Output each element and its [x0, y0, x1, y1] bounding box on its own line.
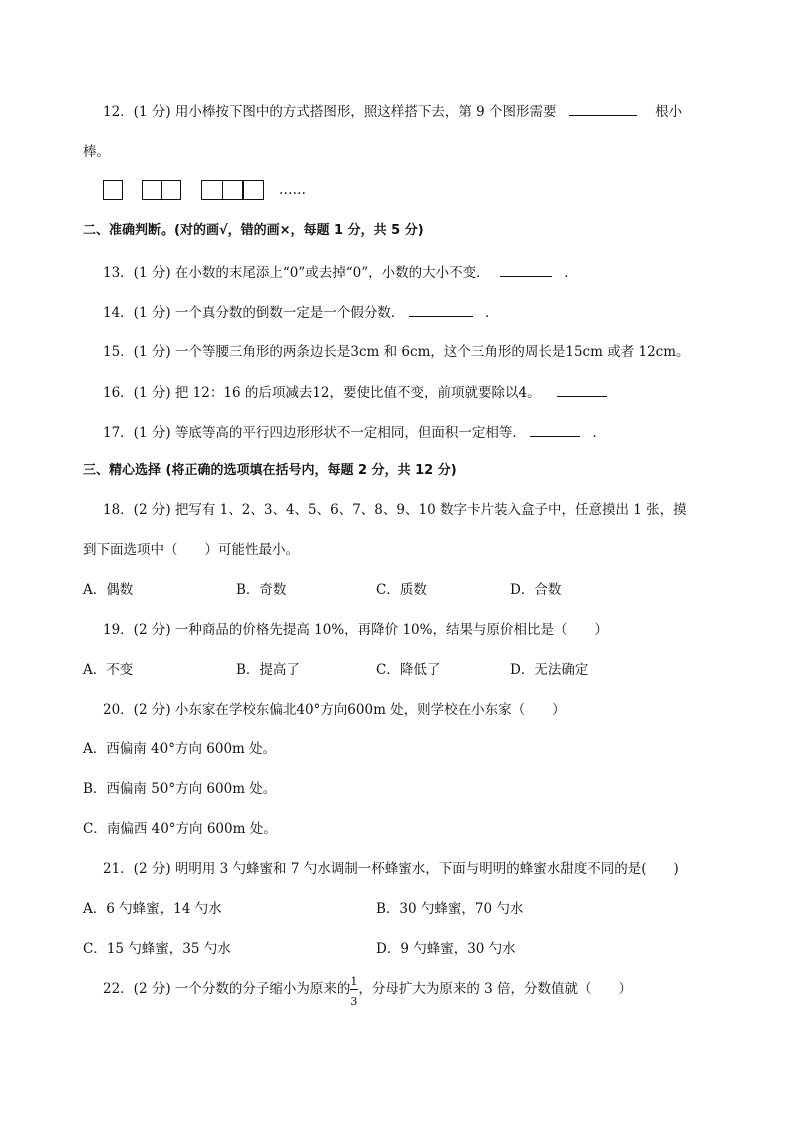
answer-blank-17[interactable]	[530, 422, 580, 437]
question-16: 16．(1 分) 把 12：16 的后项减去12，要使比值不变，前项就要除以4。	[103, 382, 611, 403]
answer-blank-14[interactable]	[409, 302, 473, 317]
square-shape	[222, 180, 244, 200]
figure-1-squares	[103, 180, 123, 200]
option-b[interactable]: B．西偏南 50°方向 600m 处。	[83, 781, 277, 797]
section-3-title: 三、精心选择 (将正确的选项填在括号内，每题 2 分，共 12 分)	[83, 463, 457, 478]
square-shape	[242, 180, 264, 200]
answer-blank-16[interactable]	[557, 382, 607, 397]
option-d[interactable]: D．9 勺蜂蜜，30 勺水	[376, 941, 516, 957]
figure-2-squares	[142, 180, 181, 200]
option-a[interactable]: A．不变	[83, 662, 134, 678]
question-15: 15．(1 分) 一个等腰三角形的两条边长是3cm 和 6cm，这个三角形的周长是15cm 或者 12cm。	[103, 344, 690, 360]
question-18-continuation: 到下面选项中（ ）可能性最小。	[83, 542, 299, 558]
question-22: 22．(2 分) 一个分数的分子缩小为原来的 $\frac{1}{3}$ ，分母扩大为原来的 3 倍，分数值就（ ）	[103, 974, 633, 1008]
option-a[interactable]: A．偶数	[83, 582, 134, 598]
option-a[interactable]: A．西偏南 40°方向 600m 处。	[83, 741, 277, 757]
question-12-text: 12．(1 分) 用小棒按下图中的方式搭图形，照这样搭下去，第 9 个图形需要 根小	[103, 101, 682, 122]
option-c[interactable]: C．降低了	[376, 662, 441, 678]
answer-blank-12[interactable]	[569, 101, 637, 116]
option-b[interactable]: B．提高了	[236, 662, 300, 678]
option-b[interactable]: B．奇数	[236, 582, 287, 598]
option-c[interactable]: C．南偏西 40°方向 600m 处。	[83, 821, 277, 837]
figure-ellipsis: ……	[279, 182, 306, 198]
figure-3-squares	[201, 180, 264, 200]
section-2-title: 二、准确判断。(对的画√，错的画×，每题 1 分，共 5 分)	[83, 223, 424, 238]
square-shape	[103, 180, 123, 200]
question-14: 14．(1 分) 一个真分数的倒数一定是一个假分数． ．	[103, 302, 498, 323]
option-d[interactable]: D．无法确定	[510, 662, 589, 678]
question-17: 17．(1 分) 等底等高的平行四边形形状不一定相同，但面积一定相等． ．	[103, 422, 606, 443]
answer-blank-13[interactable]	[500, 262, 552, 277]
square-shape	[161, 180, 181, 200]
question-20: 20．(2 分) 小东家在学校东偏北40°方向600m 处，则学校在小东家（ ）	[103, 702, 566, 718]
option-a[interactable]: A．6 勺蜂蜜，14 勺水	[83, 901, 222, 917]
question-19: 19．(2 分) 一种商品的价格先提高 10%，再降价 10%，结果与原价相比是（ ）	[103, 622, 608, 638]
question-18-text: 18．(2 分) 把写有 1、2、3、4、5、6、7、8、9、10 数字卡片装入盒子中，任意摸出 1 张，摸	[103, 502, 687, 518]
question-13: 13．(1 分) 在小数的末尾添上“0”或去掉“0”，小数的大小不变． ．	[103, 262, 578, 283]
question-21: 21．(2 分) 明明用 3 勺蜂蜜和 7 勺水调制一杯蜂蜜水，下面与明明的蜂蜜水甜度不同的是( )	[103, 861, 679, 877]
fraction-one-third: $\frac{1}{3}$	[350, 974, 358, 1008]
square-shape	[201, 180, 223, 200]
square-shape	[142, 180, 162, 200]
option-d[interactable]: D．合数	[510, 582, 562, 598]
option-c[interactable]: C．质数	[376, 582, 427, 598]
option-b[interactable]: B．30 勺蜂蜜，70 勺水	[376, 901, 524, 917]
question-12-continuation: 棒。	[83, 144, 110, 160]
option-c[interactable]: C．15 勺蜂蜜，35 勺水	[83, 941, 231, 957]
